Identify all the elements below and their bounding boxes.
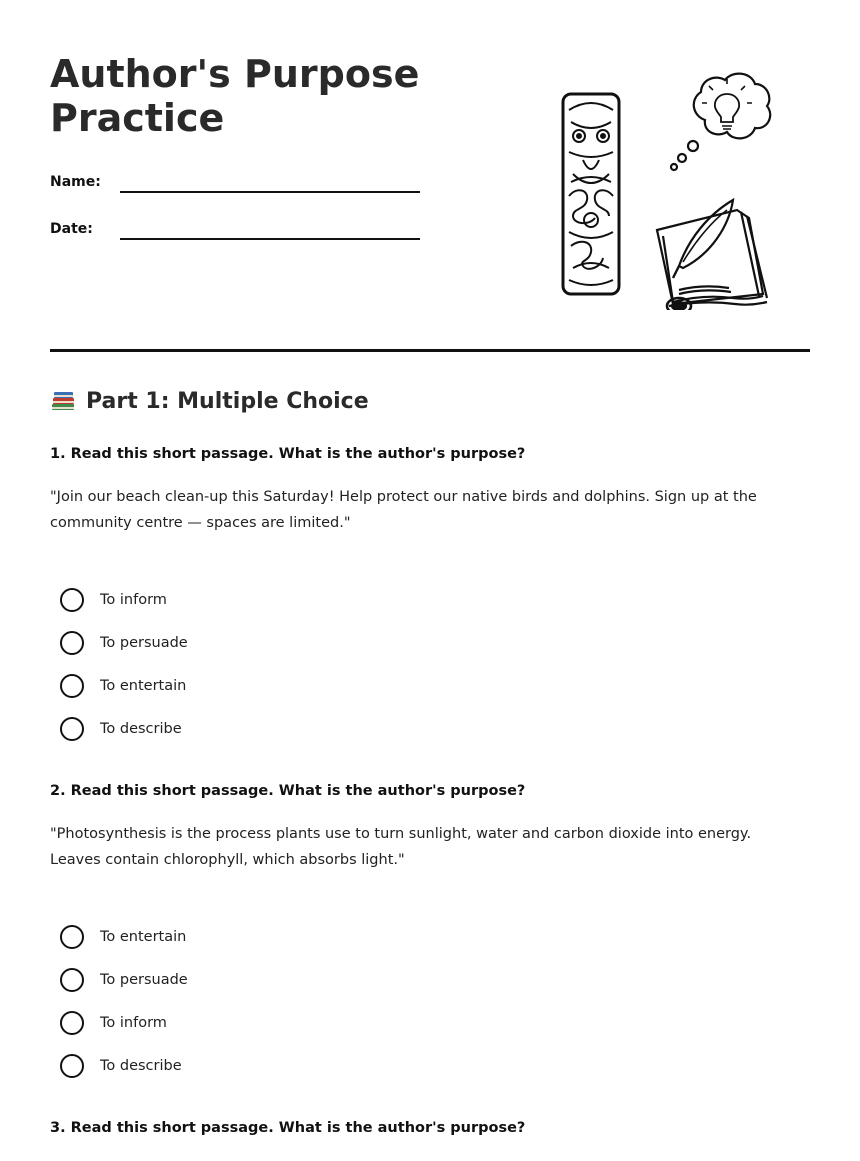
open-book-quill-icon (657, 200, 767, 310)
option-label: To entertain (100, 928, 187, 945)
answer-option[interactable] (50, 707, 810, 750)
answer-option[interactable] (50, 1001, 810, 1044)
radio-button[interactable] (60, 674, 84, 698)
option-label: To entertain (100, 677, 187, 694)
title-line-2: Practice (50, 96, 225, 140)
name-input-line[interactable] (120, 191, 420, 193)
name-label: Name: (50, 174, 101, 190)
option-label: To persuade (100, 634, 188, 651)
date-input-line[interactable] (120, 238, 420, 240)
answer-option[interactable] (50, 958, 810, 1001)
option-label: To inform (100, 1014, 167, 1031)
radio-button[interactable] (60, 1054, 84, 1078)
question-prompt: 3. Read this short passage. What is the author's purpose? (50, 1120, 526, 1136)
option-label: To persuade (100, 971, 188, 988)
radio-button[interactable] (60, 717, 84, 741)
question-prompt: 1. Read this short passage. What is the author's purpose? (50, 446, 526, 462)
part1-heading (50, 388, 369, 414)
radio-button[interactable] (60, 925, 84, 949)
question-passage: "Join our beach clean-up this Saturday! Help protect our native birds and dolphins. Sign up at the community centre — spaces are limited." (50, 489, 757, 531)
title-line-1: Author's Purpose (50, 52, 420, 96)
carved-pou-icon (563, 94, 619, 294)
question-1 (50, 444, 810, 750)
worksheet-header (50, 52, 810, 312)
books-icon (50, 388, 76, 414)
radio-button[interactable] (60, 588, 84, 612)
name-field (50, 162, 420, 192)
answer-option[interactable] (50, 1044, 810, 1087)
page-title (50, 52, 480, 140)
question-3 (50, 1118, 810, 1138)
answer-options (50, 578, 810, 750)
thought-bubble-lightbulb-icon (671, 74, 770, 170)
radio-button[interactable] (60, 631, 84, 655)
answer-option[interactable] (50, 578, 810, 621)
header-illustration (555, 70, 785, 310)
option-label: To inform (100, 591, 167, 608)
answer-options (50, 915, 810, 1087)
option-label: To describe (100, 1057, 182, 1074)
radio-button[interactable] (60, 968, 84, 992)
radio-button[interactable] (60, 1011, 84, 1035)
answer-option[interactable] (50, 621, 810, 664)
date-field (50, 209, 420, 239)
option-label: To describe (100, 720, 182, 737)
date-label: Date: (50, 221, 93, 237)
part1-title: Part 1: Multiple Choice (86, 388, 369, 414)
question-prompt: 2. Read this short passage. What is the author's purpose? (50, 783, 526, 799)
question-2 (50, 781, 810, 1087)
answer-option[interactable] (50, 664, 810, 707)
header-divider (50, 349, 810, 352)
question-passage: "Photosynthesis is the process plants use to turn sunlight, water and carbon dioxide into energy. Leaves contain chlorophyll, which absorbs light." (50, 826, 752, 868)
answer-option[interactable] (50, 915, 810, 958)
